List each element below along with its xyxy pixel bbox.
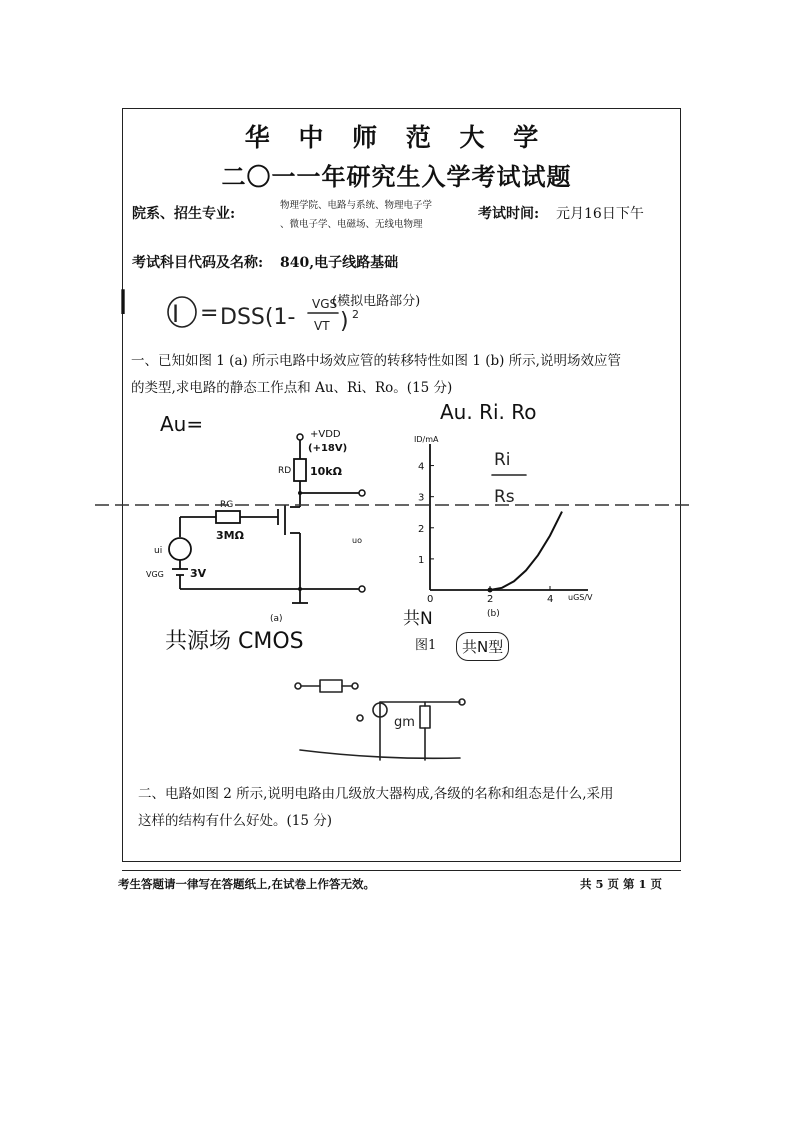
- exam-time-label: 考试时间:: [478, 206, 540, 222]
- q2-line-2: 这样的结构有什么好处。(15 分): [138, 813, 333, 829]
- handwritten-params: Au. Ri. Ro: [440, 400, 537, 424]
- figure-1a-circuit: [140, 425, 380, 625]
- x-axis-label: uGS/V: [568, 593, 593, 602]
- x-tick-label: 2: [487, 594, 494, 605]
- label-ui: ui: [154, 546, 163, 556]
- handwritten-n-type-boxed: 共N型: [456, 632, 509, 661]
- label-rg-value: 3MΩ: [216, 529, 244, 542]
- y-tick-label: 1: [418, 554, 425, 566]
- figure-1b-chart: [390, 435, 610, 620]
- ri-num: Ri: [494, 450, 511, 470]
- y-tick-label: 4: [418, 461, 425, 473]
- svg-text:): ): [340, 309, 349, 334]
- label-rg: RG: [220, 500, 234, 510]
- formula-denominator: VT: [314, 319, 330, 333]
- subject-value: 840,电子线路基础: [280, 255, 399, 271]
- handwritten-gong-n: 共N: [403, 609, 433, 629]
- label-uo: uo: [352, 536, 362, 545]
- formula-mid: DSS(1-: [220, 305, 296, 330]
- formula-prefix: I: [172, 300, 180, 328]
- footer-page-count: 共 5 页 第 1 页: [580, 877, 663, 891]
- q1-line-2: 的类型,求电路的静态工作点和 Au、Ri、Ro。(15 分): [131, 380, 453, 396]
- university-name: 华 中 师 范 大 学: [244, 123, 549, 152]
- exam-title: 二〇一一年研究生入学考试试题: [221, 163, 572, 191]
- label-rd: RD: [278, 466, 292, 476]
- handwritten-au: Au=: [160, 412, 204, 436]
- threshold-point: [488, 588, 493, 593]
- y-tick-label: 2: [418, 523, 425, 535]
- label-vgg-value: 3V: [190, 567, 207, 580]
- sketch-gm: gm: [394, 715, 415, 730]
- exam-time-value: 元月16日下午: [556, 206, 644, 222]
- q1-line-1: 一、已知如图 1 (a) 所示电路中场效应管的转移特性如图 1 (b) 所示,说明场效应管: [131, 353, 621, 369]
- formula-eq: =: [200, 301, 219, 326]
- source-ui: [169, 538, 191, 560]
- section-title: (模拟电路部分): [332, 294, 421, 309]
- fold-line: [95, 500, 695, 510]
- label-vgg: VGG: [146, 570, 164, 579]
- handwritten-formula: [160, 284, 360, 340]
- resistor-rd: [294, 459, 306, 481]
- handwritten-equivalent-circuit: [290, 670, 480, 770]
- footer-divider: [122, 870, 681, 871]
- label-vdd: +VDD: [310, 429, 341, 440]
- footer-notice: 考生答题请一律写在答题纸上,在试卷上作答无效。: [118, 877, 376, 891]
- sketch-load-resistor: [420, 706, 430, 728]
- formula-numerator: VGS: [312, 297, 338, 311]
- resistor-rg: [216, 511, 240, 523]
- sketch-resistor: [320, 680, 342, 692]
- y-axis-label: ID/mA: [414, 435, 439, 444]
- label-a: (a): [270, 614, 283, 624]
- x-tick-label: 0: [427, 594, 434, 605]
- q2-line-1: 二、电路如图 2 所示,说明电路由几级放大器构成,各级的名称和组态是什么,采用: [138, 786, 614, 802]
- label-rd-value: 10kΩ: [310, 465, 342, 478]
- ri-den: Rs: [494, 487, 515, 507]
- dept-label: 院系、招生专业:: [132, 206, 236, 222]
- y-tick-label: 3: [418, 492, 425, 504]
- handwritten-section-mark: I: [118, 283, 129, 323]
- label-vdd-value: (+18V): [308, 443, 348, 454]
- transfer-curve: [490, 512, 562, 590]
- figure-1-caption: 图1: [415, 638, 437, 653]
- subject-label: 考试科目代码及名称:: [132, 255, 264, 271]
- handwritten-cs-cmos: 共源场 CMOS: [165, 629, 304, 654]
- dept-line-1: 物理学院、电路与系统、物理电子学: [280, 200, 433, 211]
- label-b: (b): [487, 609, 500, 619]
- x-tick-label: 4: [547, 594, 554, 605]
- formula-exponent: 2: [352, 308, 359, 321]
- dept-line-2: 、微电子学、电磁场、无线电物理: [280, 219, 423, 230]
